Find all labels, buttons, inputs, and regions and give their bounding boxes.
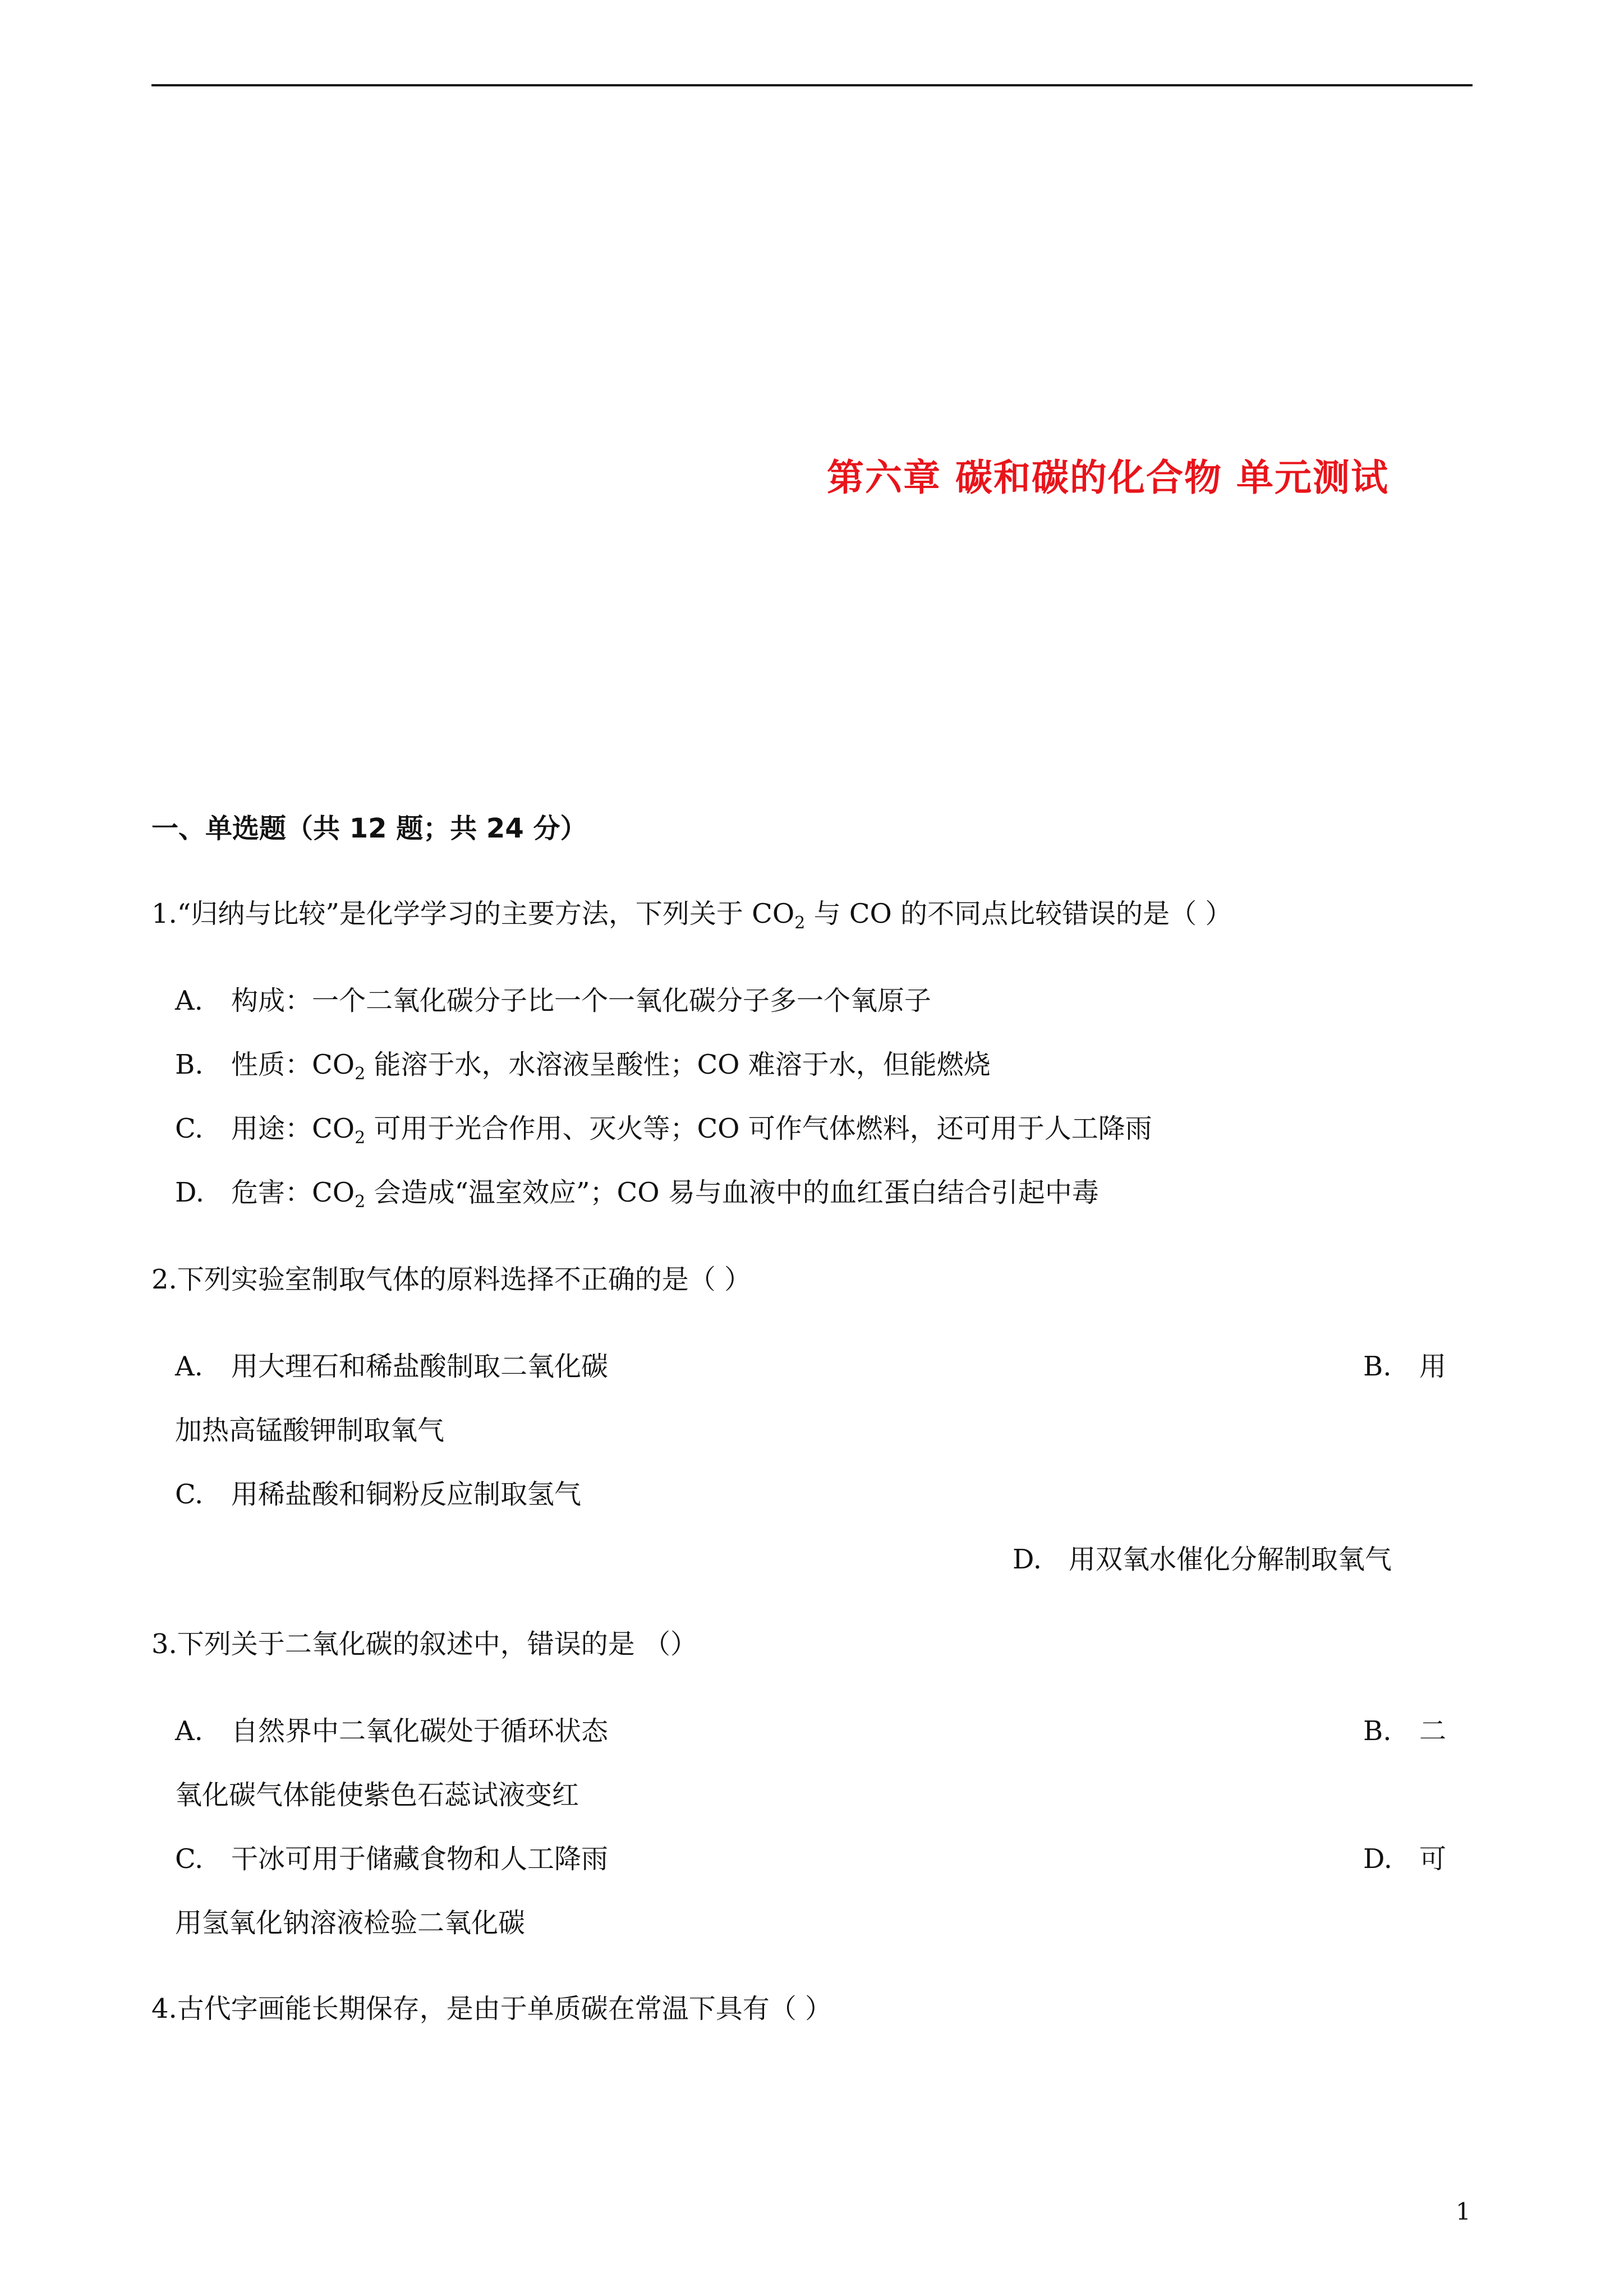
question-2-option-b-head: B. 用 [1363, 1351, 1447, 1382]
question-2-option-a: A. 用大理石和稀盐酸制取二氧化碳 [175, 1351, 609, 1382]
question-3-option-b-head: B. 二 [1363, 1715, 1447, 1747]
page-title: 第六章 碳和碳的化合物 单元测试 [827, 456, 1389, 499]
question-3-stem: 3.下列关于二氧化碳的叙述中，错误的是 （） [151, 1628, 698, 1660]
question-3-option-d-tail: 用氢氧化钠溶液检验二氧化碳 [175, 1907, 526, 1939]
question-3-option-a: A. 自然界中二氧化碳处于循环状态 [175, 1715, 609, 1747]
option-letter: B. [1363, 1715, 1392, 1747]
question-2-option-c: C. 用稀盐酸和铜粉反应制取氢气 [175, 1479, 582, 1510]
question-2-option-d: D. 用双氧水催化分解制取氧气 [1013, 1544, 1392, 1575]
question-1-option-d: D. 危害：$CO_2$ 会造成“温室效应”；CO 易与血液中的血红蛋白结合引起中毒 [175, 1177, 1099, 1212]
question-2-option-b-tail: 加热高锰酸钾制取氧气 [175, 1415, 445, 1446]
option-letter: A. [175, 1351, 203, 1382]
option-letter: C. [175, 1843, 204, 1875]
page-number: 1 [1456, 2198, 1471, 2225]
option-letter: D. [1363, 1843, 1393, 1875]
question-2-stem: 2.下列实验室制取气体的原料选择不正确的是（ ） [151, 1264, 752, 1295]
option-letter: D. [175, 1177, 205, 1208]
section-heading: 一、单选题（共 12 题；共 24 分） [151, 813, 587, 844]
option-letter: C. [175, 1113, 204, 1144]
question-3-option-b-tail: 氧化碳气体能使紫色石蕊试液变红 [175, 1779, 579, 1811]
option-letter: B. [175, 1049, 204, 1080]
option-letter: D. [1013, 1544, 1042, 1575]
header-rule [151, 84, 1473, 86]
question-1-option-a: A. 构成：一个二氧化碳分子比一个一氧化碳分子多一个氧原子 [175, 985, 932, 1016]
question-1-stem: 1.“归纳与比较”是化学学习的主要方法，下列关于 $CO_2$ 与 CO 的不同点比较错误的是（ ） [151, 898, 1232, 933]
question-1-option-c: C. 用途：$CO_2$ 可用于光合作用、灭火等；CO 可作气体燃料，还可用于人工降雨 [175, 1113, 1152, 1148]
option-letter: C. [175, 1479, 204, 1510]
question-3-option-d-head: D. 可 [1363, 1843, 1447, 1875]
question-3-option-c: C. 干冰可用于储藏食物和人工降雨 [175, 1843, 609, 1875]
question-1-option-b: B. 性质：$CO_2$ 能溶于水，水溶液呈酸性；CO 难溶于水，但能燃烧 [175, 1049, 991, 1084]
option-letter: A. [175, 1715, 203, 1747]
option-letter: A. [175, 985, 203, 1016]
option-letter: B. [1363, 1351, 1392, 1382]
question-4-stem: 4.古代字画能长期保存，是由于单质碳在常温下具有（ ） [151, 1993, 832, 2024]
